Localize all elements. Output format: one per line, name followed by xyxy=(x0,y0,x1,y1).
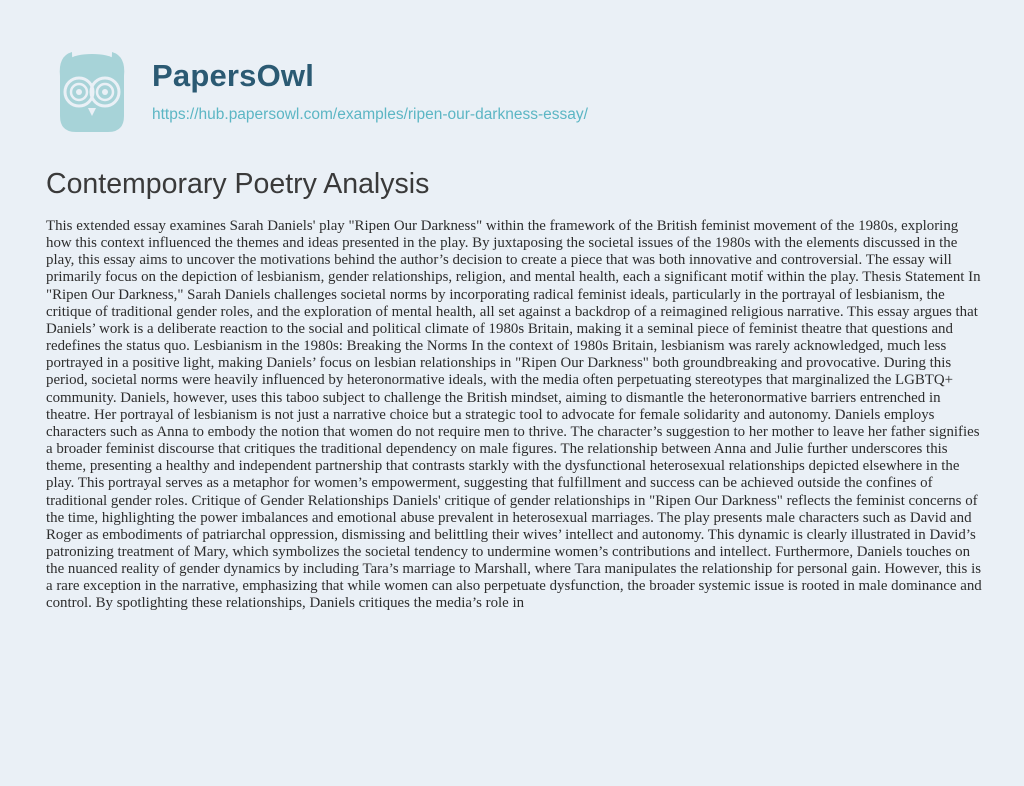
owl-logo-icon[interactable] xyxy=(46,46,138,138)
site-header xyxy=(46,46,986,166)
page-title: Contemporary Poetry Analysis xyxy=(46,168,430,200)
essay-body-text: This extended essay examines Sarah Daniels' play "Ripen Our Darkness" within the framework of the British feminist movement of the 1980s, exploring how this context influenced the themes and ideas presented in the play. By juxtaposing the societal issues of the 1980s with the elements discussed in the play, this essay aims to uncover the motivations behind the author’s decision to create a piece that was both innovative and controversial. The essay will primarily focus on the depiction of lesbianism, gender relationships, religion, and mental health, each a significant motif within the play. Thesis Statement In "Ripen Our Darkness," Sarah Daniels challenges societal norms by incorporating radical feminist ideals, particularly in the portrayal of lesbianism, the critique of traditional gender roles, and the exploration of mental health, all set against a backdrop of a reimagined religious narrative. This essay argues that Daniels’ work is a deliberate reaction to the social and political climate of 1980s Britain, making it a seminal piece of feminist theatre that questions and redefines the status quo. Lesbianism in the 1980s: Breaking the Norms In the context of 1980s Britain, lesbianism was rarely acknowledged, much less portrayed in a positive light, making Daniels’ focus on lesbian relationships in "Ripen Our Darkness" both groundbreaking and provocative. During this period, societal norms were heavily influenced by heteronormative ideals, with the media often perpetuating stereotypes that marginalized the LGBTQ+ community. Daniels, however, uses this taboo subject to challenge the British mindset, aiming to dismantle the heteronormative barriers entrenched in theatre. Her portrayal of lesbianism is not just a narrative choice but a strategic tool to advocate for female solidarity and autonomy. Daniels employs characters such as Anna to embody the notion that women do not require men to thrive. The character’s suggestion to her mother to leave her father signifies a broader feminist discourse that critiques the traditional dependency on male figures. The relationship between Anna and Julie further underscores this theme, presenting a healthy and independent partnership that contrasts starkly with the dysfunctional heterosexual relationships depicted elsewhere in the play. This portrayal serves as a metaphor for women’s empowerment, suggesting that fulfillment and success can be achieved outside the confines of traditional gender roles. Critique of Gender Relationships Daniels' critique of gender relationships in "Ripen Our Darkness" reflects the feminist concerns of the time, highlighting the power imbalances and emotional abuse prevalent in heterosexual marriages. The play presents male characters such as David and Roger as embodiments of patriarchal oppression, dismissing and belittling their wives’ intellect and autonomy. This dynamic is clearly illustrated in David’s patronizing treatment of Mary, which symbolizes the societal tendency to undermine women’s contributions and intellect. Furthermore, Daniels touches on the nuanced reality of gender dynamics by including Tara’s marriage to Marshall, where Tara manipulates the relationship for personal gain. However, this is a rare exception in the narrative, emphasizing that while women can also perpetuate dysfunction, the broader systemic issue is rooted in male dominance and control. By spotlighting these relationships, Daniels critiques the media’s role in xyxy=(46,218,982,612)
owl-pupil-right xyxy=(102,89,108,95)
source-url-link[interactable]: https://hub.papersowl.com/examples/ripen-our-darkness-essay/ xyxy=(152,106,588,123)
owl-logo-graphic xyxy=(46,46,138,138)
brand-name[interactable]: PapersOwl xyxy=(152,58,315,93)
owl-pupil-left xyxy=(76,89,82,95)
